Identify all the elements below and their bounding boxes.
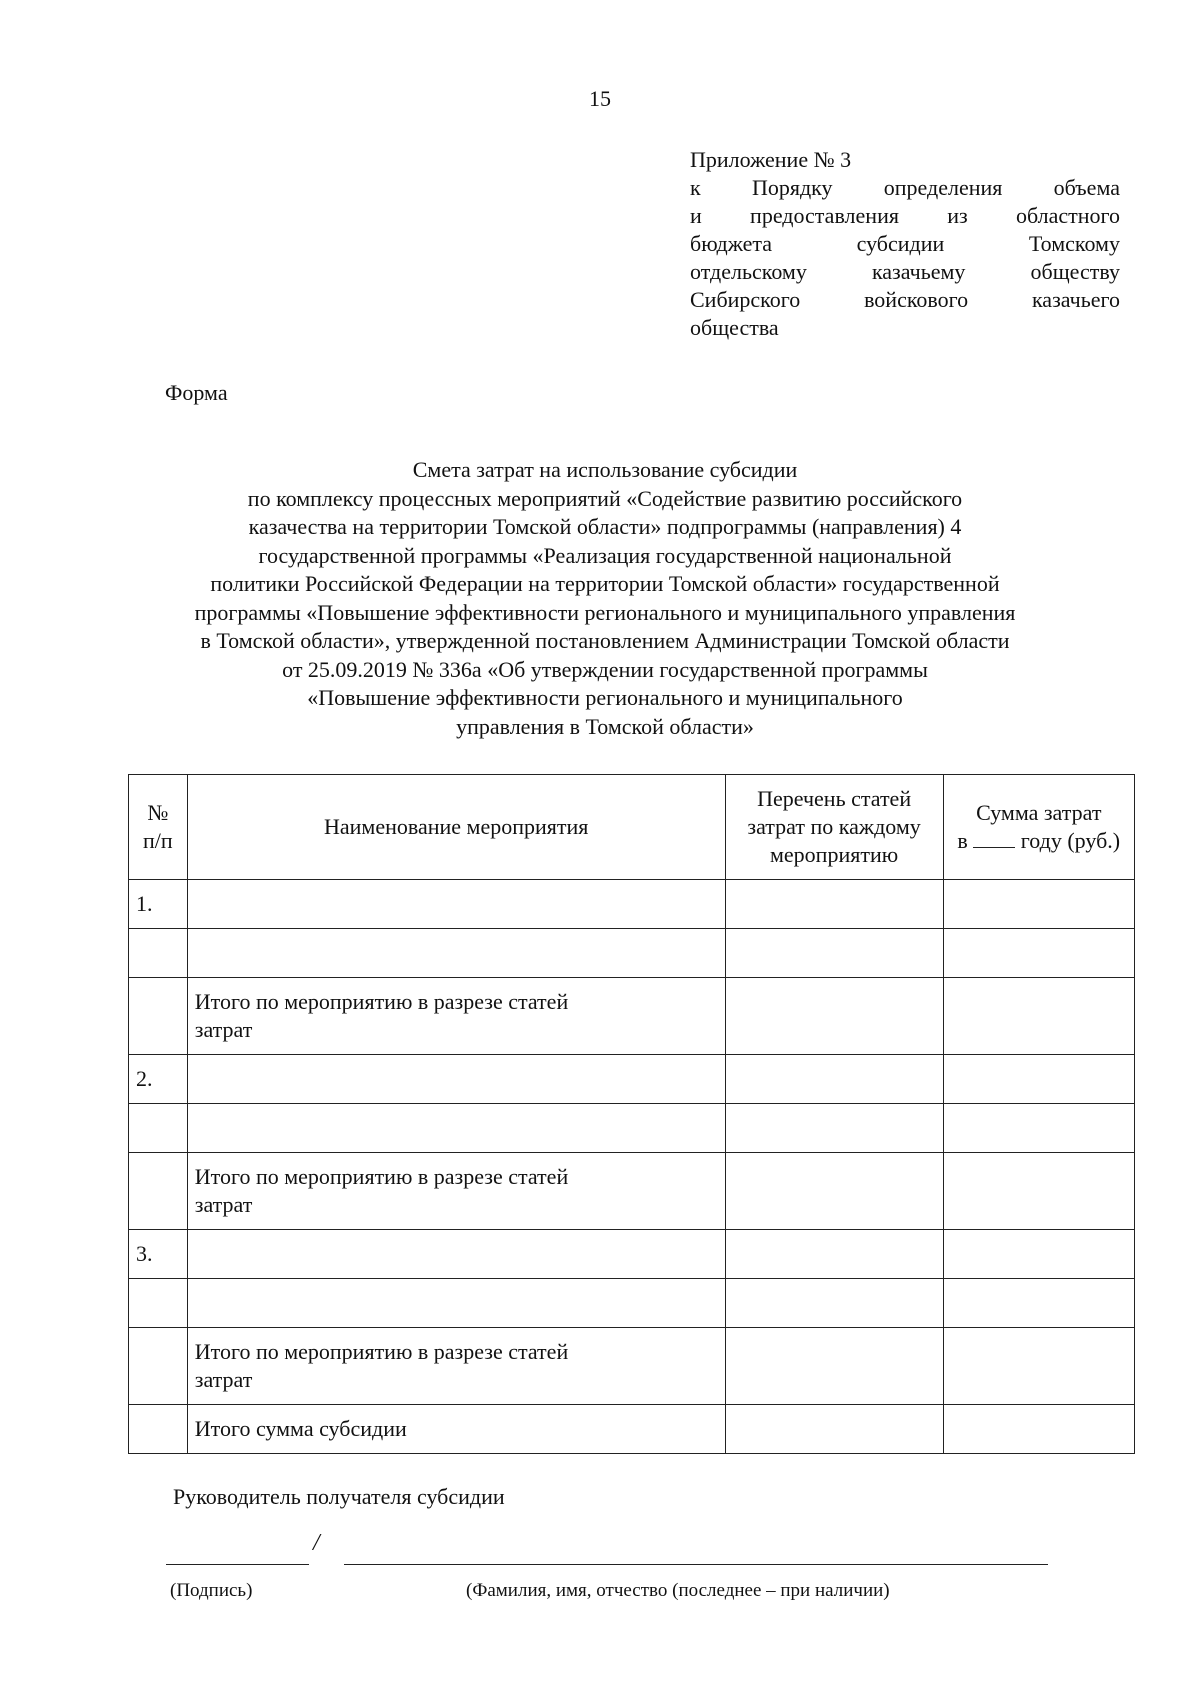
cell-cost-items (725, 978, 943, 1055)
cell-activity-name (187, 1230, 725, 1279)
cell-cost-sum (943, 978, 1135, 1055)
cell-number (129, 1153, 188, 1230)
appendix-block (690, 146, 1120, 342)
title-line: государственной программы «Реализация государственной национальной (258, 542, 952, 568)
table-row-activity-total (129, 1153, 1135, 1230)
cell-number (129, 1405, 188, 1454)
appendix-line (690, 202, 1120, 230)
cell-activity-name (187, 880, 725, 929)
cell-cost-items (725, 1104, 943, 1153)
cell-cost-items (725, 880, 943, 929)
appendix-word: Порядку (751, 175, 833, 200)
cell-cost-sum (943, 1153, 1135, 1230)
cell-activity-name: Итого сумма субсидии (187, 1405, 725, 1454)
estimate-table (128, 774, 1135, 1454)
signature-separator: / (313, 1530, 320, 1556)
header-cost-items: Перечень статей затрат по каждому мероприятию (725, 775, 943, 880)
cell-cost-items (725, 1230, 943, 1279)
table-row (129, 1279, 1135, 1328)
table-row (129, 929, 1135, 978)
title-line: от 25.09.2019 № 336а «Об утверждении государственной программы (282, 656, 928, 682)
title-line: программы «Повышение эффективности регионального и муниципального управления (194, 599, 1016, 625)
appendix-word: общества (690, 315, 779, 340)
appendix-line (690, 174, 1120, 202)
signature-line (166, 1564, 309, 1565)
title-line: «Повышение эффективности регионального и муниципального (307, 685, 903, 710)
cell-activity-name (187, 1055, 725, 1104)
table-header-row (129, 775, 1135, 880)
appendix-line (690, 146, 1120, 174)
appendix-line (690, 230, 1120, 258)
cell-number (129, 929, 188, 978)
cell-number (129, 978, 188, 1055)
cell-cost-sum (943, 1230, 1135, 1279)
cell-cost-sum (943, 1279, 1135, 1328)
header-cost-sum: Сумма затрат в году (руб.) (943, 775, 1135, 880)
appendix-word: областного (1015, 203, 1120, 228)
cell-activity-name (187, 929, 725, 978)
cell-activity-name (187, 1279, 725, 1328)
appendix-line (690, 258, 1120, 286)
cell-number (129, 1104, 188, 1153)
form-label: Форма (165, 380, 228, 405)
appendix-word: отдельскому (690, 259, 807, 284)
cell-cost-items (725, 1328, 943, 1405)
title-line: Смета затрат на использование субсидии (412, 457, 798, 482)
appendix-word: и (690, 203, 702, 228)
cell-activity-name: Итого по мероприятию в разрезе статей затрат (187, 978, 725, 1055)
appendix-word: предоставления (750, 203, 899, 228)
cell-number: 1. (129, 880, 188, 929)
table-row-activity-total (129, 1328, 1135, 1405)
cell-cost-items (725, 1055, 943, 1104)
cell-number: 3. (129, 1230, 188, 1279)
cell-number: 2. (129, 1055, 188, 1104)
cell-cost-sum (943, 880, 1135, 929)
table-row-activity-total (129, 978, 1135, 1055)
appendix-word: субсидии (856, 231, 945, 256)
cell-cost-items (725, 1405, 943, 1454)
header-number: № п/п (129, 775, 188, 880)
appendix-word: к (690, 175, 701, 200)
cell-cost-items (725, 929, 943, 978)
table-row (129, 1055, 1135, 1104)
cell-activity-name: Итого по мероприятию в разрезе статей затрат (187, 1328, 725, 1405)
appendix-word: казачьему (871, 259, 966, 284)
appendix-word: обществу (1030, 259, 1120, 284)
title-line: по комплексу процессных мероприятий «Содействие развитию российского (247, 485, 963, 511)
appendix-word: Приложение № 3 (690, 147, 852, 172)
appendix-word: Томскому (1028, 231, 1120, 256)
appendix-word: определения (883, 175, 1003, 200)
appendix-word: объема (1053, 175, 1120, 200)
appendix-line (690, 314, 1120, 342)
table-row (129, 1104, 1135, 1153)
table-row (129, 880, 1135, 929)
page-number: 15 (589, 86, 611, 111)
cell-cost-items (725, 1279, 943, 1328)
document-title (120, 456, 1090, 741)
appendix-line (690, 286, 1120, 314)
title-line: политики Российской Федерации на территории Томской области» государственной (210, 571, 1000, 596)
appendix-word: Сибирского (690, 287, 801, 312)
full-name-caption: (Фамилия, имя, отчество (последнее – при наличии) (466, 1580, 890, 1601)
title-line: казачества на территории Томской области» подпрограммы (направления) 4 (248, 514, 962, 539)
recipient-head-label: Руководитель получателя субсидии (173, 1484, 505, 1509)
year-blank (973, 831, 1015, 848)
appendix-word: из (947, 203, 968, 228)
cell-cost-sum (943, 929, 1135, 978)
appendix-word: бюджета (690, 231, 773, 256)
cell-number (129, 1279, 188, 1328)
cell-cost-items (725, 1153, 943, 1230)
signature-caption: (Подпись) (170, 1580, 253, 1601)
appendix-word: казачьего (1031, 287, 1120, 312)
appendix-word: войскового (864, 287, 969, 312)
cell-cost-sum (943, 1055, 1135, 1104)
table-row-subsidy-total (129, 1405, 1135, 1454)
cell-activity-name (187, 1104, 725, 1153)
cell-cost-sum (943, 1328, 1135, 1405)
full-name-line (344, 1564, 1048, 1565)
cell-cost-sum (943, 1104, 1135, 1153)
table-row (129, 1230, 1135, 1279)
title-line: управления в Томской области» (456, 713, 754, 739)
cell-activity-name: Итого по мероприятию в разрезе статей затрат (187, 1153, 725, 1230)
cell-number (129, 1328, 188, 1405)
header-activity-name: Наименование мероприятия (187, 775, 725, 880)
title-line: в Томской области», утвержденной постановлением Администрации Томской области (200, 628, 1010, 653)
cell-cost-sum (943, 1405, 1135, 1454)
